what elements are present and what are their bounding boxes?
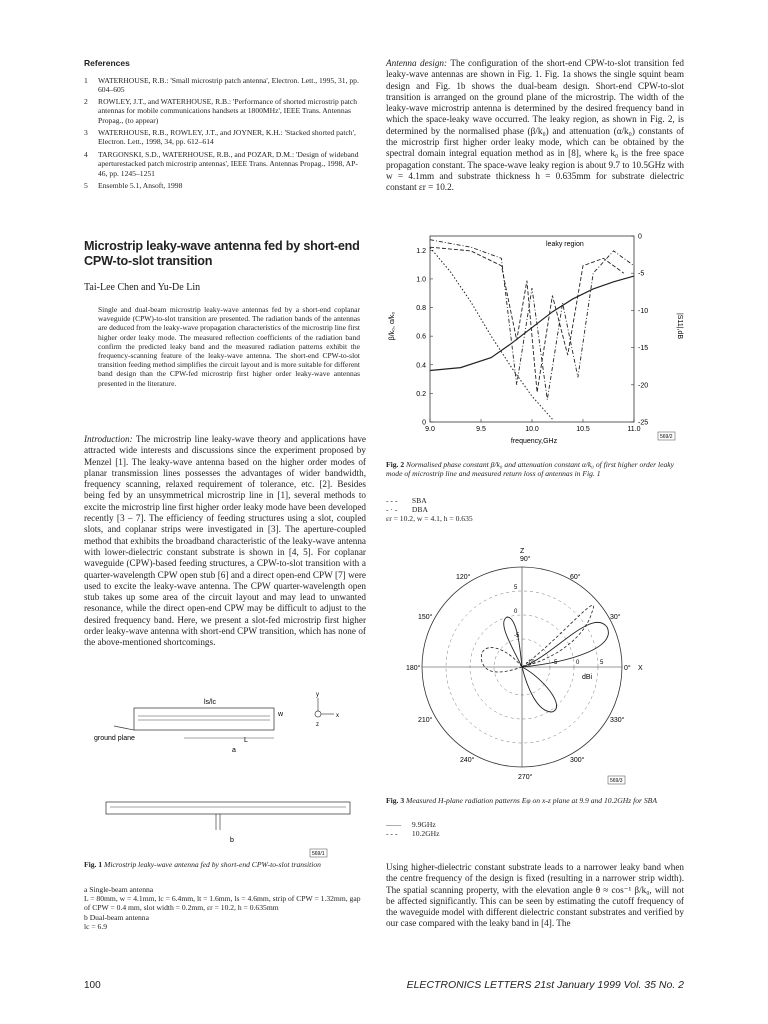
figure-1-details [84, 885, 366, 931]
fig1-label-islit: ls/lc [204, 699, 217, 706]
axis-origin-icon [315, 711, 321, 717]
fig1-detail-a-params: L = 80mm, w = 4.1mm, lc = 6.4mm, lt = 1.6mm, ls = 4.6mm, strip of CPW = 1.32mm, gap of CPW = 0.4 mm, slot width = 0.2mm, εr = 10.2, h = 0.635mm [84, 894, 361, 913]
references-heading: References [84, 58, 130, 68]
article-authors: Tai-Lee Chen and Yu-De Lin [84, 282, 201, 293]
fig2-x-tick-label: 9.0 [425, 426, 435, 433]
polar-ring-label: 5 [600, 660, 604, 666]
pattern-10-2ghz-main-lobe [522, 605, 594, 667]
fig2-legend-item: - · - DBA [386, 505, 428, 515]
antenna-design-text: The configuration of the short-end CPW-to-slot transition fed leaky-wave antennas are shown in Fig. 1. Fig. 1a shows the single squint beam design and Fig. 1b shows the dual-beam design. Short-end CPW-to-slot transition is arranged on the ground plane of the microstrip. The width of the leaky-wave microstrip antenna is determined by the desired frequency band in which the space-leaky wave occurred. The leaky region, as shown in Fig. 2, is determined by the normalised phase (β/k₀) and attenuation (α/k₀) constants of the microstrip first higher order leaky mode, which can be obtained by the spectral domain integral equation method as in [8], where k₀ is the free space propagation constant. The space-wave leaky region is about 9.7 to 10.5GHz with w = 4.1mm and substrate thickness h = 0.635mm for substrate dielectric constant εr = 10.2. [386, 58, 685, 193]
fig2-series-alpha [430, 247, 552, 419]
polar-angle-30: 30° [610, 614, 621, 621]
body-continuation: Using higher-dielectric constant substrate leads to a narrower leaky band when the centre frequency of the design is fixed (resulting in a narrower strip width). The spatial scanning property, with the elevation angle θ ≈ cos⁻¹ β/k₀, will not be affected significantly. This can be seen by estimating the cutoff frequency of the waveguide model with different dielectric constant substrates and verified by our case compared with the leaky band in [4]. The [386, 862, 684, 929]
fig3-legend-item: - - - 10.2GHz [386, 829, 440, 839]
polar-ring-label: -10 [526, 660, 535, 666]
polar-ring-label: 0 [514, 609, 518, 615]
reference-item: 5 Ensemble 5.1, Ansoft, 1998 [84, 181, 183, 190]
figure-3-legend [386, 820, 684, 838]
fig2-y-tick-label: 0.4 [416, 362, 426, 370]
polar-ring-label: 5 [514, 585, 518, 591]
antenna-design [386, 58, 684, 194]
fig1-detail-b: b Dual-beam antenna [84, 912, 149, 922]
figure-2-legend [386, 496, 684, 524]
fig2-y-right-tick-label: 0 [638, 233, 642, 241]
polar-angle-210: 210° [418, 717, 433, 724]
fig2-y-right-tick-label: -5 [638, 270, 645, 278]
fig2-y-tick-label: 0.8 [416, 305, 426, 313]
fig1-label-ground: ground plane [94, 735, 135, 742]
fig2-y-right-tick-label: -25 [638, 419, 649, 427]
fig1-label-b: b [230, 837, 234, 844]
figure-1-diagram [84, 690, 366, 870]
journal-footer: ELECTRONICS LETTERS 21st January 1999 Vol. 35 No. 2 [406, 979, 684, 991]
fig1-tag: 569/1 [312, 851, 325, 857]
fig2-series-dba [430, 240, 634, 400]
fig1-axis-z: z [316, 722, 319, 728]
article-title: Microstrip leaky-wave antenna fed by short-end CPW-to-slot transition [84, 239, 360, 268]
fig1-detail-a: a Single-beam antenna [84, 885, 154, 894]
fig2-x-tick-label: 10.5 [576, 426, 590, 433]
pattern-10-2ghz-left-lobe [481, 648, 522, 672]
fig2-ylabel: β/k₀, α/k₀ [389, 311, 396, 341]
microstrip-patch-b [106, 802, 350, 814]
fig2-y-right-tick-label: -15 [638, 345, 649, 353]
fig2-y-ticks [416, 248, 433, 427]
fig3-caption-label: Fig. 3 [386, 796, 405, 805]
fig3-legend-item: —— 9.9GHz [386, 820, 436, 829]
polar-angle-180: 180° [406, 665, 421, 672]
polar-angle-0: 0° [624, 665, 631, 672]
figure-3-polar-plot [386, 548, 684, 786]
fig2-y-right-tick-label: -20 [638, 382, 649, 390]
fig1-axis-x: x [336, 713, 339, 719]
fig2-annotation: leaky region [546, 241, 584, 248]
polar-angle-300: 300° [570, 757, 585, 764]
fig2-y-tick-label: 0.6 [416, 333, 426, 341]
introduction [84, 434, 366, 649]
fig2-params: εr = 10.2, w = 4.1, h = 0.635 [386, 514, 473, 524]
microstrip-patch-a [134, 708, 274, 730]
fig2-y-tick-label: 1.0 [416, 276, 426, 284]
polar-axis-z: Z [520, 548, 525, 555]
fig2-series [430, 240, 634, 419]
fig1-label-a: a [232, 747, 236, 754]
introduction-text: The microstrip line leaky-wave theory and applications have attracted wide interests and discussions since the experiment proposed by Menzel [1]. The leaky-wave antenna based on the higher order modes of planar transmission lines possesses the advantages of wider bandwidth, frequency scanning, relaxed requirement of tolerance, etc. [2]. Besides being fed by an unsymmetrical microstrip line in [1], several methods to excite the microstrip line first higher order leaky mode have been developed recently [3 – 7]. The efficiency of feeding structures using a slot, coupled slots, and coplanar strips were investigated in [3]. The aperture-coupled method that exhibits the broadband characteristic of the leaky-wave antenna with lower-dielectric constant substrate is shown in [4, 5]. For coplanar waveguide (CPW)-based feeding structures, a CPW-to-slot transition with a quarter-wavelength CPW open stub [6] and a direct open-end CPW [7] were used to excite the leaky-wave antenna. The CPW quarter-wavelength open stub takes up some area of the circuit layout and may lead to unwanted resonance, while the direct open-end CPW may be difficult to adjust to the desired frequency band. Here, we present a slot-fed microstrip first higher order leaky-wave antenna with short-end CPW transition, which has none of the above-mentioned shortcomings. [84, 434, 366, 648]
figure-1-caption [84, 860, 366, 869]
fig2-x-tick-label: 10.0 [525, 426, 539, 433]
polar-angle-150: 150° [418, 614, 433, 621]
polar-ring-label: -5 [552, 660, 558, 666]
fig2-plot-frame [430, 236, 634, 422]
fig2-caption-label: Fig. 2 [386, 460, 405, 469]
polar-ring-label: -5 [514, 633, 520, 639]
figure-2-caption [386, 460, 684, 478]
fig2-legend-item: - - - SBA [386, 496, 427, 505]
antenna-design-label: Antenna design: [386, 58, 448, 68]
polar-angle-330: 330° [610, 717, 625, 724]
polar-angle-90: 90° [520, 556, 531, 563]
fig2-y-tick-label: 0 [422, 419, 426, 427]
fig1-caption-label: Fig. 1 [84, 860, 103, 869]
fig2-y-tick-label: 1.2 [416, 247, 426, 255]
reference-item: 1 WATERHOUSE, R.B.: 'Small microstrip patch antenna', Electron. Lett., 1995, 31, pp. 604–605 [84, 76, 359, 95]
polar-angle-270: 270° [518, 774, 533, 781]
fig1-caption-text: Microstrip leaky-wave antenna fed by short-end CPW-to-slot transition [104, 860, 321, 869]
fig2-caption-text: Normalised phase constant β/k₀ and attenuation constant α/k₀ of first higher order leaky mode of microstrip line and measured return loss of antennas in Fig. 1 [386, 460, 675, 479]
fig1-label-w: w [278, 711, 284, 718]
polar-angle-120: 120° [456, 574, 471, 581]
polar-ring-label: 0 [576, 660, 580, 666]
polar-axis-x: X [638, 665, 643, 672]
fig2-tag: 569/2 [660, 434, 673, 440]
figure-2-chart [386, 226, 684, 448]
fig2-ylabel-right: |S11|,dB [676, 312, 683, 340]
fig2-x-ticks [425, 419, 641, 433]
polar-angle-60: 60° [570, 574, 581, 581]
fig1-detail-b-params: lc = 6.9 [84, 921, 108, 931]
introduction-label: Introduction: [84, 434, 133, 444]
fig1-label-L: L [244, 737, 248, 744]
fig3-caption-text: Measured H-plane radiation patterns Eφ on x-z plane at 9.9 and 10.2GHz for SBA [406, 796, 657, 805]
ground-plane-edge [114, 726, 134, 730]
abstract: Single and dual-beam microstrip leaky-wave antennas fed by a short-end coplanar waveguide (CPW)-to-slot transition are presented. The radiation bands of the antennas are deduced from the leaky-wave propagation characteristics of the microstrip line first higher order leaky mode. The measured reflection coefficients of the radiation band confirm the predicted leaky band and the measured radiation patterns exhibit the frequency-scanning feature of the leaky-wave antenna. The short-end CPW-to-slot transition feeding method simplifies the circuit layout and is more suitable for different band design than the CPW-fed microstrip first higher order leaky-wave antennas presented in the literature. [98, 305, 360, 388]
reference-item: 2 ROWLEY, J.T., and WATERHOUSE, R.B.: 'Performance of shorted microstrip patch antennas for mobile communications handsets at 1800MHz', IEEE Trans. Antennas Propag., (to appear) [84, 97, 358, 125]
reference-item: 3 WATERHOUSE, R.B., ROWLEY, J.T., and JOYNER, K.H.: 'Stacked shorted patch', Electron. Lett., 1998, 34, pp. 612–614 [84, 128, 356, 147]
fig2-xlabel: frequency,GHz [510, 438, 558, 445]
figure-3-caption [386, 796, 684, 805]
reference-item: 4 TARGONSKI, S.D., WATERHOUSE, R.B., and POZAR, D.M.: 'Design of wideband aperturestacked patch microstrip antennas', IEEE Trans. Antennas Propag., 1998, AP-46, pp. 1245–1251 [84, 150, 359, 178]
polar-angle-240: 240° [460, 757, 475, 764]
fig2-x-tick-label: 11.0 [627, 426, 641, 433]
pattern-9-9ghz-upper-lobe [504, 617, 522, 667]
fig2-y-ticks-right [631, 234, 648, 427]
pattern-9-9ghz-lower-lobe [522, 667, 557, 712]
page-number: 100 [84, 980, 101, 991]
fig2-x-tick-label: 9.5 [476, 426, 486, 433]
polar-unit: dBi [582, 674, 593, 681]
fig3-tag: 569/3 [610, 778, 623, 784]
fig1-axis-y: y [316, 692, 319, 698]
fig2-y-right-tick-label: -10 [638, 307, 649, 315]
fig2-y-tick-label: 0.2 [416, 390, 426, 398]
